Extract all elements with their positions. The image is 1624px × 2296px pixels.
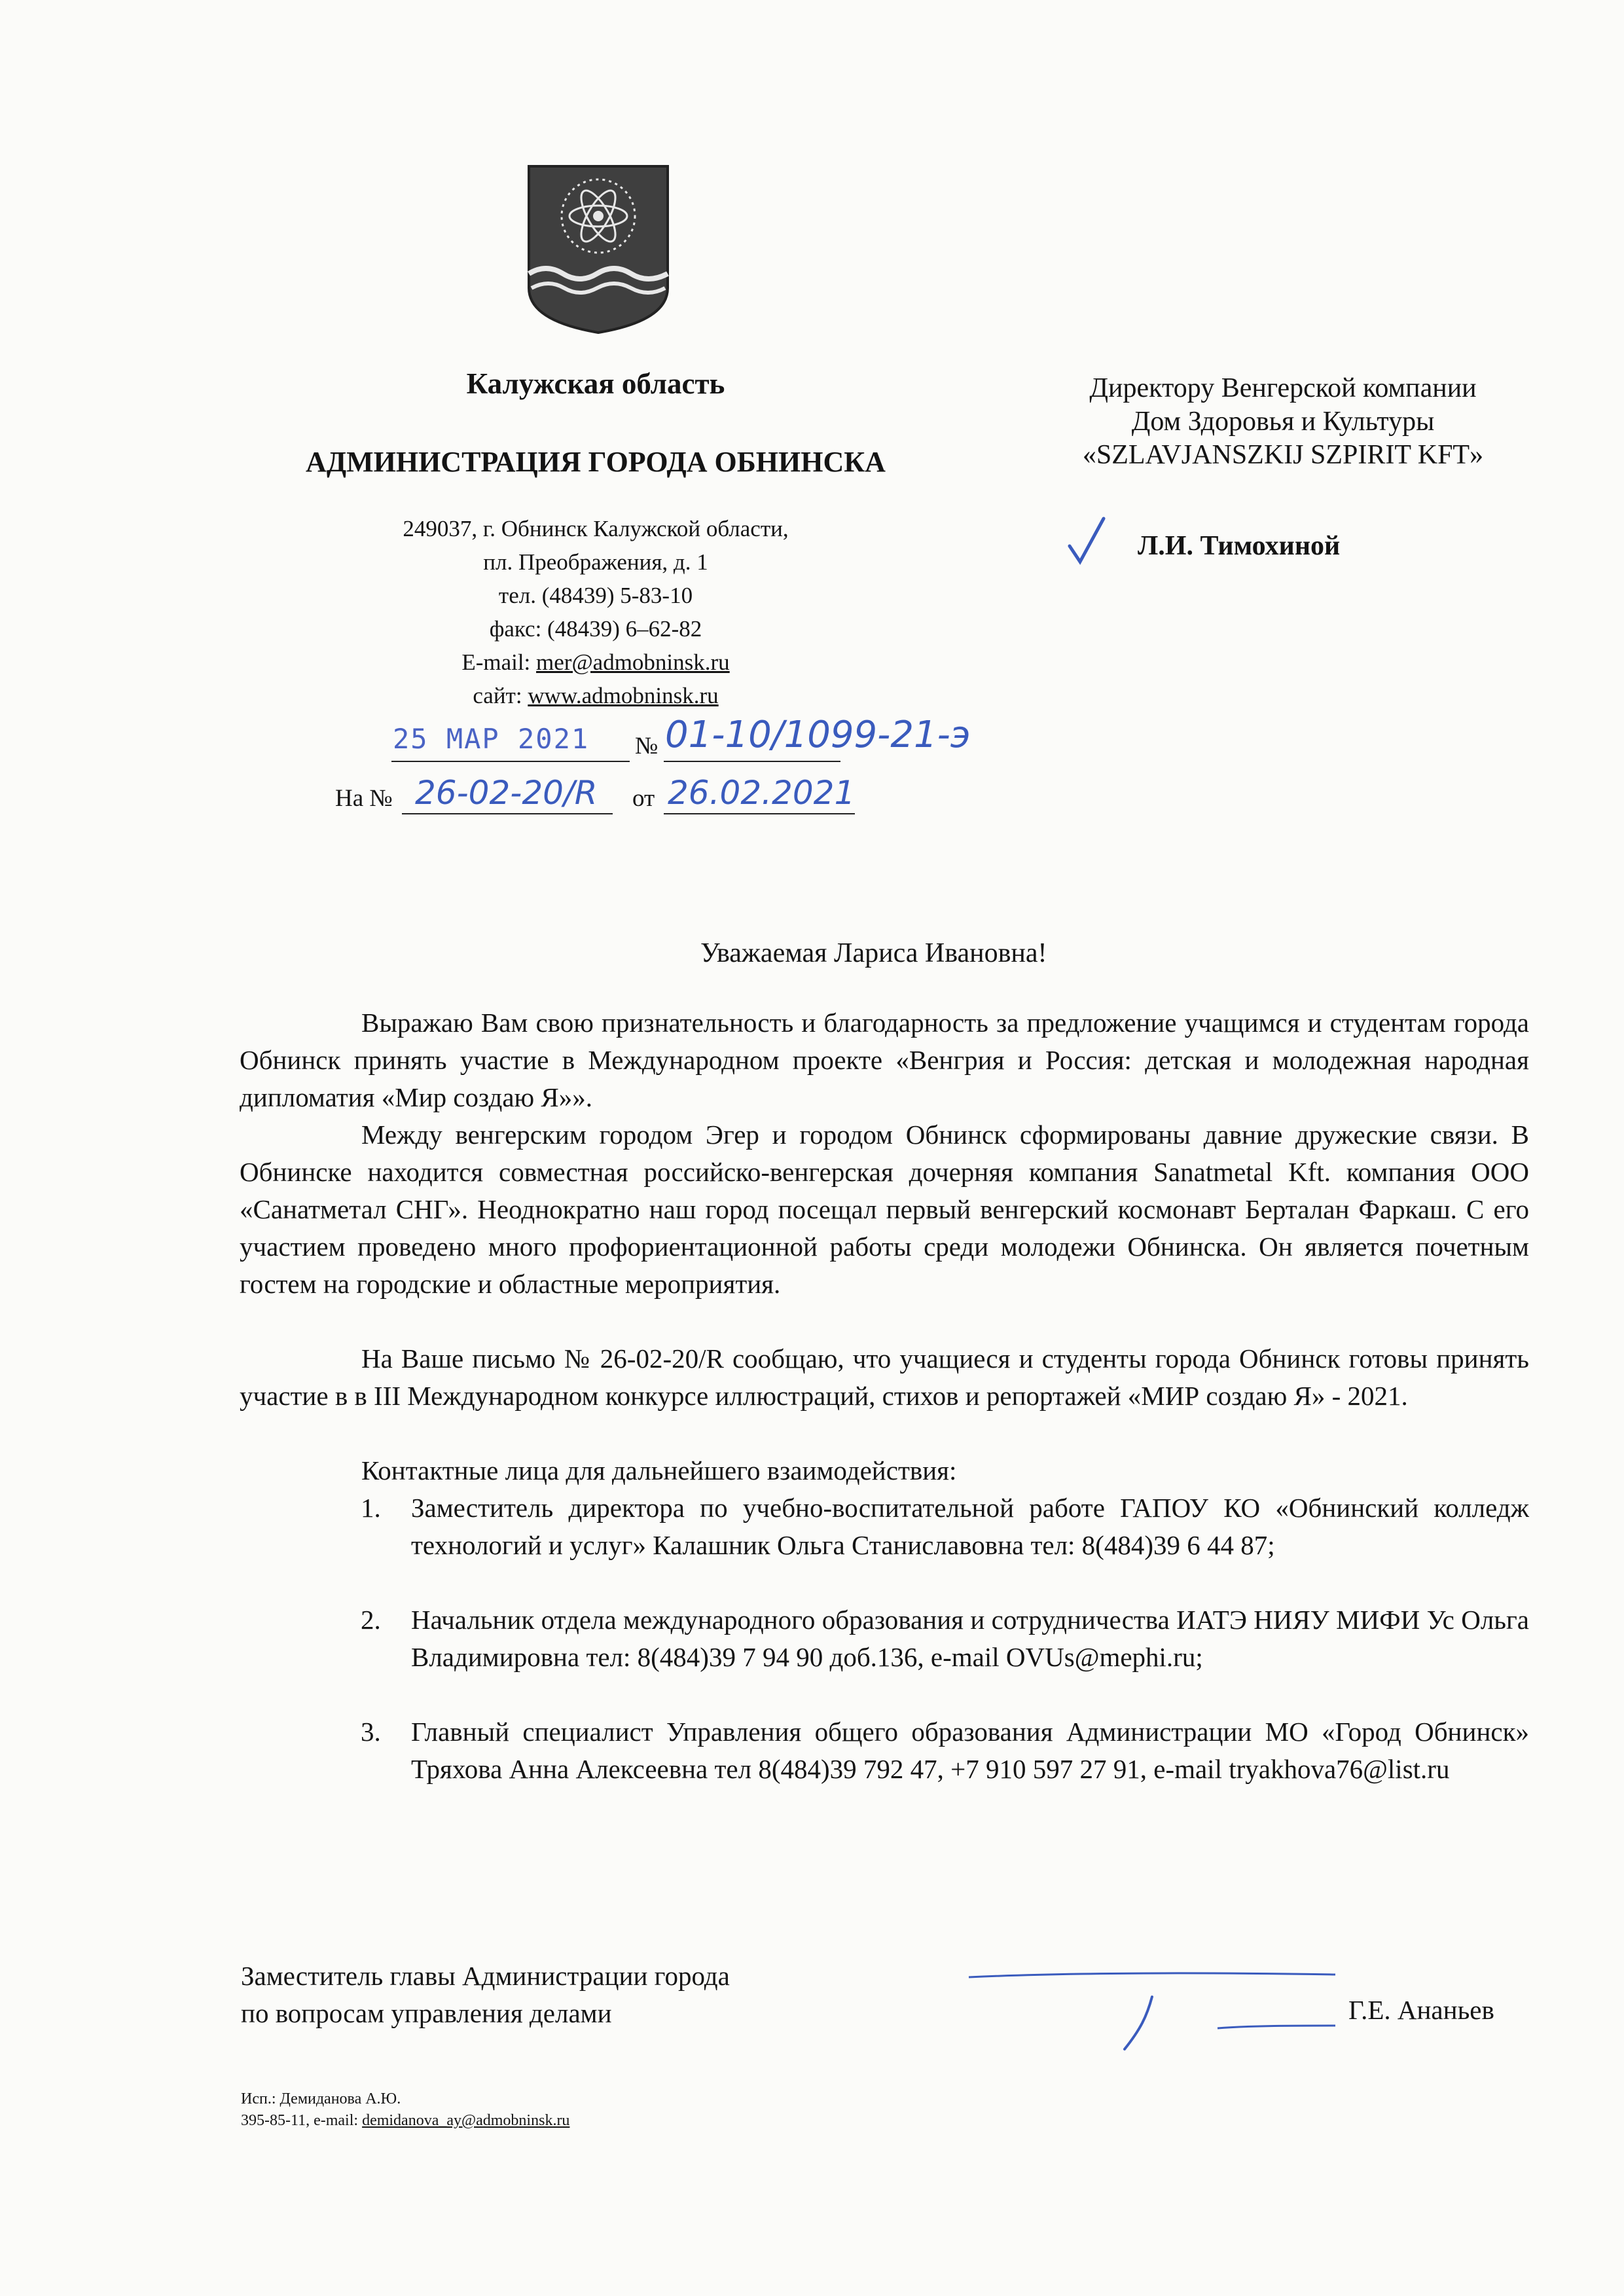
date-stamp: 25 МАР 2021 xyxy=(393,723,590,755)
site-link[interactable]: www.admobninsk.ru xyxy=(528,683,719,708)
address-line: 249037, г. Обнинск Калужской области, xyxy=(403,516,789,541)
greeting: Уважаемая Лариса Ивановна! xyxy=(700,938,1047,968)
paragraph: Выражаю Вам свою признательность и благодарность за предложение учащимся и студентам города Обнинск принять участие в Международном проекте «Венгрия и Россия: детская и молодежная народная дипломатия «Мир создаю Я»». xyxy=(240,1008,1529,1112)
email-label: E-mail: xyxy=(461,649,537,675)
executor-name: Исп.: Демиданова А.Ю. xyxy=(241,2090,401,2107)
recipient-line: Дом Здоровья и Культуры xyxy=(1131,407,1435,437)
site-label: сайт: xyxy=(473,683,528,708)
sender-address xyxy=(249,512,943,712)
executor-contact xyxy=(241,2110,569,2132)
check-mark-icon xyxy=(1067,515,1106,567)
reply-date-line xyxy=(664,774,855,814)
phone: тел. (48439) 5-83-10 xyxy=(498,583,693,608)
executor-phone: 395-85-11, e-mail: xyxy=(241,2112,363,2129)
reply-label: На № xyxy=(335,785,393,812)
position-line: Заместитель главы Администрации города xyxy=(241,1961,730,1991)
administration-title: АДМИНИСТРАЦИЯ ГОРОДА ОБНИНСКА xyxy=(306,446,886,478)
list-number: 2. xyxy=(361,1605,381,1635)
list-item: Начальник отдела международного образования и сотрудничества ИАТЭ НИЯУ МИФИ Ус Ольга Владимировна тел: 8(484)39 7 94 90 доб.136, e-mail OVUs@mephi.ru; xyxy=(411,1605,1529,1672)
position-line: по вопросам управления делами xyxy=(241,1998,612,2028)
executor-email-link[interactable]: demidanova_ay@admobninsk.ru xyxy=(362,2112,570,2129)
handwritten-signature xyxy=(956,1958,1348,2056)
region-title: Калужская область xyxy=(466,367,725,400)
from-label: от xyxy=(632,785,655,812)
list-number: 3. xyxy=(361,1717,381,1747)
recipient-block xyxy=(988,372,1578,472)
paragraph: Между венгерским городом Эгер и городом Обнинск сформированы давние дружеские связи. В Обнинске находится совместная российско-венгерская дочерняя компания Sanatmetal Kft. компания ООО «Санатметал СНГ». Неоднократно наш город посещал первый венгерский космонавт Берталан Фаркаш. С его участием проведено много профориентационной работы среди молодежи Обнинска. Он является почетным гостем на городские и областные мероприятия. xyxy=(240,1120,1529,1299)
list-number: 1. xyxy=(361,1493,381,1523)
site-row xyxy=(249,679,943,712)
signatory-position xyxy=(241,1958,730,2032)
recipient-line: «SZLAVJANSZKIJ SZPIRIT KFT» xyxy=(1082,440,1484,470)
number-line xyxy=(664,714,971,762)
reply-number: 26-02-20/R xyxy=(415,774,598,812)
list-item: Заместитель директора по учебно-воспитательной работе ГАПОУ КО «Обнинский колледж технологий и услуг» Калашник Ольга Станиславовна тел: 8(484)39 6 44 87; xyxy=(411,1493,1529,1560)
reply-number-line xyxy=(402,774,613,814)
recipient-line: Директору Венгерской компании xyxy=(1089,373,1477,403)
email-link[interactable]: mer@admobninsk.ru xyxy=(536,649,730,675)
list-item: Главный специалист Управления общего образования Администрации МО «Город Обнинск» Тряхова Анна Алексеевна тел 8(484)39 792 47, +7 910 597 27 91, e-mail tryakhova76@list.ru xyxy=(411,1717,1529,1784)
date-line xyxy=(391,721,630,762)
contacts-intro: Контактные лица для дальнейшего взаимодействия: xyxy=(361,1455,957,1485)
executor-info xyxy=(241,2088,569,2132)
outgoing-number: 01-10/1099-21-э xyxy=(665,714,971,756)
reply-date: 26.02.2021 xyxy=(668,774,856,812)
number-label: № xyxy=(635,733,659,759)
city-emblem xyxy=(526,164,670,335)
email-row xyxy=(249,646,943,679)
fax: факс: (48439) 6–62-82 xyxy=(489,616,702,642)
address-line: пл. Преображения, д. 1 xyxy=(483,549,708,575)
signatory-name: Г.Е. Ананьев xyxy=(1348,1995,1494,2025)
recipient-name: Л.И. Тимохиной xyxy=(1138,531,1341,561)
paragraph: На Ваше письмо № 26-02-20/R сообщаю, что учащиеся и студенты города Обнинск готовы принять участие в в III Международном конкурсе иллюстраций, стихов и репортажей «МИР создаю Я» - 2021. xyxy=(240,1343,1529,1411)
